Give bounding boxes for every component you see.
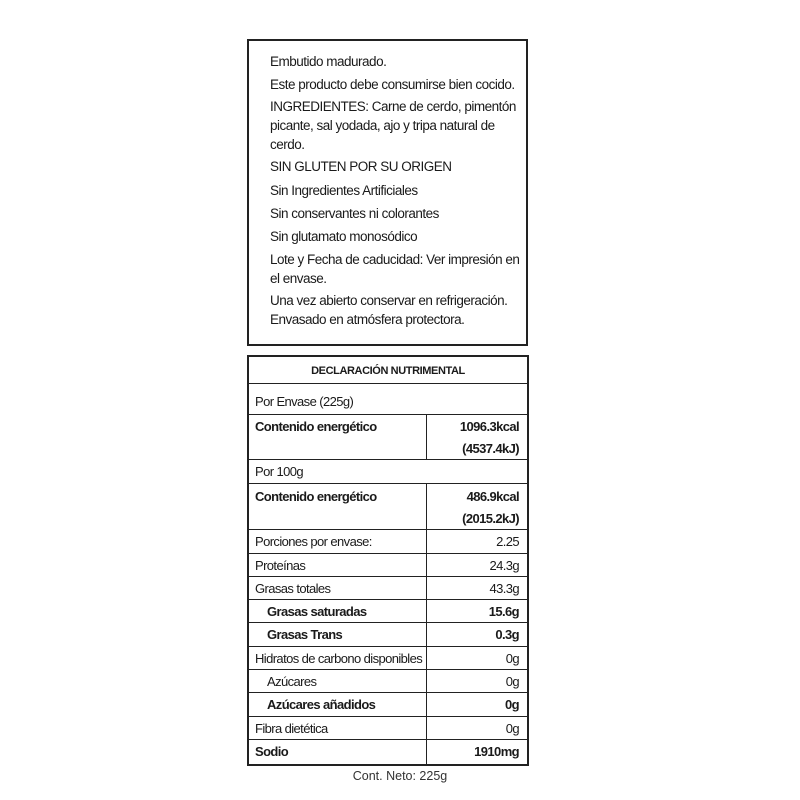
table-divider [249,646,527,647]
table-divider [249,483,527,484]
per-100g-kcal: 486.9kcal [466,489,519,504]
nutrient-label: Azúcares añadidos [267,697,376,712]
info-line: el envase. [270,271,327,286]
energy-label: Contenido energético [255,419,377,434]
nutrient-value: 0g [505,674,519,689]
table-divider [249,414,527,415]
nutrient-value: 43.3g [489,581,519,596]
info-line: Una vez abierto conservar en refrigeración. [270,293,508,308]
column-divider [426,414,427,459]
table-divider [249,383,527,384]
energy-label: Contenido energético [255,489,377,504]
nutrient-label: Porciones por envase: [255,534,372,549]
product-info-box [247,39,528,346]
nutrition-title: DECLARACIÓN NUTRIMENTAL [311,365,465,377]
net-content: Cont. Neto: 225g [352,769,448,783]
nutrient-value: 24.3g [489,558,519,573]
info-line: Embutido madurado. [270,54,387,69]
per-100g-kj: (2015.2kJ) [462,511,519,526]
table-divider [249,553,527,554]
per-package-kj: (4537.4kJ) [462,441,519,456]
nutrient-label: Azúcares [267,674,317,689]
nutrient-value: 15.6g [488,604,519,619]
nutrient-label: Proteínas [255,558,306,573]
table-divider [249,529,527,530]
info-line: cerdo. [270,137,305,152]
table-divider [249,739,527,740]
table-divider [249,459,527,460]
column-divider [426,483,427,765]
info-line: SIN GLUTEN POR SU ORIGEN [270,159,452,174]
table-divider [249,716,527,717]
nutrient-label: Hidratos de carbono disponibles [255,651,423,666]
nutrient-value: 0g [505,697,519,712]
info-line: picante, sal yodada, ajo y tripa natural de [270,118,495,133]
info-line: Este producto debe consumirse bien cocido. [270,77,515,92]
per-package-kcal: 1096.3kcal [459,419,519,434]
table-divider [249,599,527,600]
nutrient-label: Grasas Trans [267,627,343,642]
info-line: INGREDIENTES: Carne de cerdo, pimentón [270,99,516,114]
table-divider [249,692,527,693]
table-divider [249,669,527,670]
nutrient-label: Sodio [255,744,289,759]
nutrient-value: 0.3g [495,627,519,642]
info-line: Lote y Fecha de caducidad: Ver impresión en [270,252,520,267]
nutrition-table [247,355,529,766]
table-divider [249,576,527,577]
nutrient-value: 0g [505,721,519,736]
per-package-label: Por Envase (225g) [255,394,354,409]
info-line: Sin glutamato monosódico [270,229,418,244]
nutrient-label: Grasas totales [255,581,331,596]
info-line: Sin Ingredientes Artificiales [270,183,418,198]
nutrient-label: Grasas saturadas [267,604,367,619]
info-line: Envasado en atmósfera protectora. [270,312,465,327]
info-line: Sin conservantes ni colorantes [270,206,439,221]
nutrient-value: 1910mg [474,744,519,759]
table-divider [249,622,527,623]
nutrient-value: 0g [505,651,519,666]
per-100g-label: Por 100g [255,464,303,479]
nutrient-label: Fibra dietética [255,721,328,736]
nutrient-value: 2.25 [496,534,519,549]
